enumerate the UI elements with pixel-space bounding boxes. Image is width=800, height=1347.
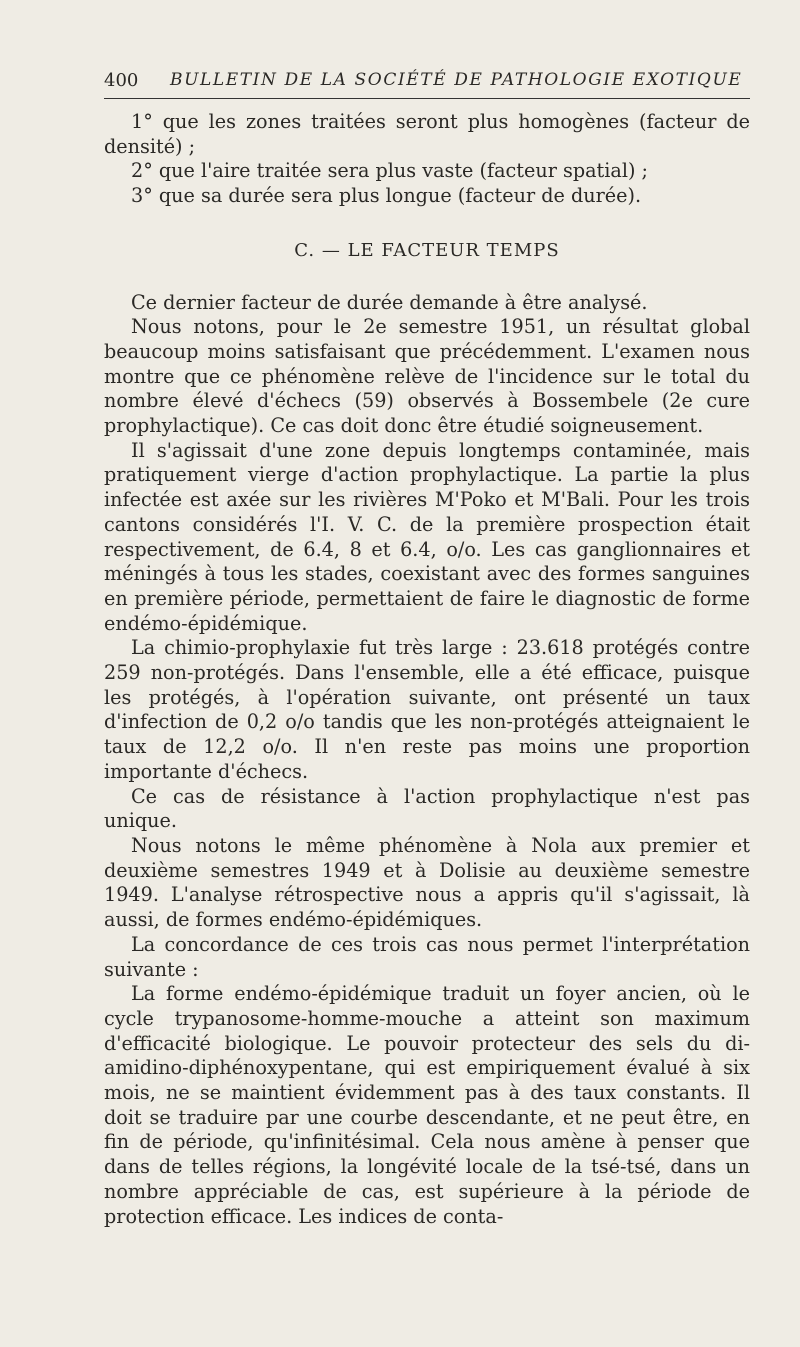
paragraph: Ce cas de résistance à l'action prophylactique n'est pas unique. — [104, 784, 750, 833]
list-item: 1° que les zones traitées seront plus homogènes (facteur de densité) ; — [104, 110, 750, 158]
paragraph: Ce dernier facteur de durée demande à être analysé. — [131, 290, 648, 314]
body-text — [104, 110, 750, 1229]
list-item: 2° que l'aire traitée sera plus vaste (facteur spatial) ; — [131, 159, 649, 183]
paragraph: Il s'agissait d'une zone depuis longtemps contaminée, mais pratiquement vierge d'action prophylactique. La partie la plus infectée est axée sur les rivières M'Poko et M'Bali. Pour les trois cantons considérés l'I. V. C. de la première prospection était respectivement, de 6.4, 8 et 6.4, o/o. Les cas ganglionnaires et méningés à tous les stades, coexistant avec des formes sanguines en première période, permettaient de faire le diagnostic de forme endémo-épidémique. — [104, 438, 750, 635]
running-title: BULLETIN DE LA SOCIÉTÉ DE PATHOLOGIE EXOTIQUE — [170, 70, 743, 90]
paragraph: La concordance de ces trois cas nous permet l'interprétation suivante : — [104, 932, 750, 981]
paragraph: La chimio-prophylaxie fut très large : 23.618 protégés contre 259 non-protégés. Dans l'ensemble, elle a été efficace, puisque les protégés, à l'opération suivante, ont présenté un taux d'infection de 0,2 o/o tandis que les non-protégés atteignaient le taux de 12,2 o/o. Il n'en reste pas moins une proportion importante d'échecs. — [104, 636, 750, 783]
paragraph: La forme endémo-épidémique traduit un foyer ancien, où le cycle trypanosome-homme-mouche a atteint son maximum d'efficacité biologique. Le pouvoir protecteur des sels du di-amidino-diphénoxypentane, qui est empiriquement évalué à six mois, ne se maintient évidemment pas à des taux constants. Il doit se traduire par une courbe descendante, et ne peut être, en fin de période, qu'infinitésimal. Cela nous amène à penser que dans de telles régions, la longévité locale de la tsé-tsé, dans un nombre appréciable de cas, est supérieure à la période de protection efficace. Les indices de conta- — [104, 982, 750, 1228]
list-item: 3° que sa durée sera plus longue (facteur de durée). — [131, 184, 642, 208]
section-heading: C. — LE FACTEUR TEMPS — [294, 239, 560, 261]
paragraph: Nous notons, pour le 2e semestre 1951, un résultat global beaucoup moins satisfaisant que précédemment. L'examen nous montre que ce phénomène relève de l'incidence sur le total du nombre élevé d'échecs (59) observés à Bossembele (2e cure prophylactique). Ce cas doit donc être étudié soigneusement. — [104, 315, 750, 438]
paragraph: Nous notons le même phénomène à Nola aux premier et deuxième semestres 1949 et à Dolisie au deuxième semestre 1949. L'analyse rétrospective nous a appris qu'il s'agissait, là aussi, de formes endémo-épidémiques. — [104, 833, 750, 932]
page-header — [104, 64, 750, 99]
page-number: 400 — [104, 70, 139, 91]
